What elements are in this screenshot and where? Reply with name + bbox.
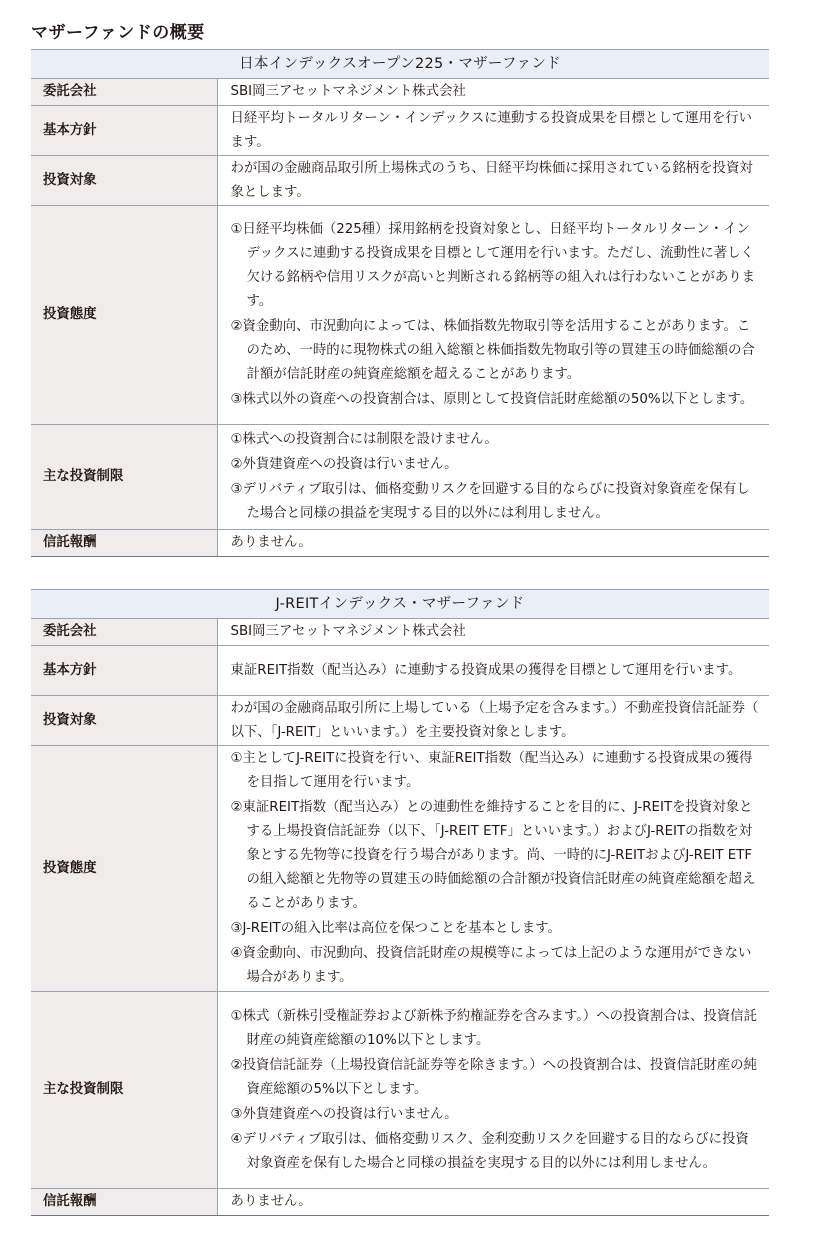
row-label: 基本方針 [31, 646, 217, 696]
row-itaku [31, 79, 769, 106]
list-item: ①株式への投資割合には制限を設けません。 [230, 432, 498, 447]
row-taido [31, 746, 769, 992]
row-value: SBI岡三アセットマネジメント株式会社 [217, 79, 769, 106]
row-seigen [31, 425, 769, 530]
list-item: ④資金動向、市況動向、投資信託財産の規模等によっては上記のような運用ができない場合があります。 [230, 946, 752, 985]
row-value: わが国の金融商品取引所上場株式のうち、日経平均株価に採用されている銘柄を投資対象とします。 [217, 156, 769, 206]
row-label: 委託会社 [31, 619, 217, 646]
list-item: ②資金動向、市況動向によっては、株価指数先物取引等を活用することがあります。このため、一時的に現物株式の組入総額と株価指数先物取引等の買建玉の時価総額の合計額が信託財産の純資産総額を超えることがあります。 [230, 319, 755, 382]
row-houshin [31, 646, 769, 696]
fund-table-jreit [31, 589, 769, 1216]
row-taido [31, 206, 769, 425]
fund-table-nikkei225 [31, 49, 769, 557]
row-label: 主な投資制限 [31, 992, 217, 1189]
fund-name-header: J-REITインデックス・マザーファンド [31, 590, 769, 619]
row-seigen [31, 992, 769, 1189]
row-label: 投資態度 [31, 746, 217, 992]
row-value [217, 992, 769, 1189]
row-taisho [31, 696, 769, 746]
row-value [217, 746, 769, 992]
row-houshu [31, 530, 769, 557]
row-value [217, 206, 769, 425]
list-item: ②外貨建資産への投資は行いません。 [230, 457, 458, 472]
row-value: ありません。 [217, 530, 769, 557]
list-item: ④デリバティブ取引は、価格変動リスク、金利変動リスクを回避する目的ならびに投資対象資産を保有した場合と同様の損益を実現する目的以外には利用しません。 [230, 1131, 749, 1171]
row-taisho [31, 156, 769, 206]
row-label: 投資対象 [31, 156, 217, 206]
list-item: ③デリバティブ取引は、価格変動リスクを回避する目的ならびに投資対象資産を保有した場合と同様の損益を実現する目的以外には利用しません。 [230, 482, 750, 521]
row-value: 東証REIT指数（配当込み）に連動する投資成果の獲得を目標として運用を行います。 [217, 646, 769, 696]
list-item: ①株式（新株引受権証券および新株予約権証券を含みます。）への投資割合は、投資信託財産の純資産総額の10%以下とします。 [230, 1008, 757, 1048]
row-houshin [31, 106, 769, 156]
row-label: 基本方針 [31, 106, 217, 156]
row-value: SBI岡三アセットマネジメント株式会社 [217, 619, 769, 646]
row-label: 主な投資制限 [31, 425, 217, 530]
list-item: ①日経平均株価（225種）採用銘柄を投資対象とし、日経平均トータルリターン・インデックスに連動する投資成果を目標として運用を行います。ただし、流動性に著しく欠ける銘柄や信用リスクが高いと判断される銘柄等の組入れは行わないことがあります。 [230, 222, 756, 309]
page-title: マザーファンドの概要 [31, 23, 205, 43]
list-item: ③外貨建資産への投資は行いません。 [230, 1106, 458, 1122]
row-label: 委託会社 [31, 79, 217, 106]
row-houshu [31, 1189, 769, 1216]
list-item: ②東証REIT指数（配当込み）との連動性を維持することを目的に、J-REITを投資対象とする上場投資信託証券（以下、「J-REIT ETF」といいます。）およびJ-REITの指数を対象とする先物等に投資を行う場合があります。尚、一時的にJ-REITおよびJ-REIT ETFの組入総額と先物等の買建玉の時価総額の合計額が投資信託財産の純資産総額を超えることがあります。 [230, 800, 756, 911]
list-item: ①主としてJ-REITに投資を行い、東証REIT指数（配当込み）に連動する投資成果の獲得を目指して運用を行います。 [230, 751, 753, 790]
row-label: 信託報酬 [31, 1189, 217, 1216]
list-item: ③J-REITの組入比率は高位を保つことを基本とします。 [230, 921, 561, 936]
fund-name-header: 日本インデックスオープン225・マザーファンド [31, 50, 769, 79]
row-label: 投資対象 [31, 696, 217, 746]
row-label: 投資態度 [31, 206, 217, 425]
row-value: わが国の金融商品取引所に上場している（上場予定を含みます。）不動産投資信託証券（以下、「J-REIT」といいます。）を主要投資対象とします。 [217, 696, 769, 746]
row-value: 日経平均トータルリターン・インデックスに連動する投資成果を目標として運用を行います。 [217, 106, 769, 156]
row-itaku [31, 619, 769, 646]
list-item: ③株式以外の資産への投資割合は、原則として投資信託財産総額の50%以下とします。 [230, 392, 754, 407]
row-label: 信託報酬 [31, 530, 217, 557]
row-value: ありません。 [217, 1189, 769, 1216]
row-value [217, 425, 769, 530]
list-item: ②投資信託証券（上場投資信託証券等を除きます。）への投資割合は、投資信託財産の純資産総額の5%以下とします。 [230, 1057, 757, 1097]
